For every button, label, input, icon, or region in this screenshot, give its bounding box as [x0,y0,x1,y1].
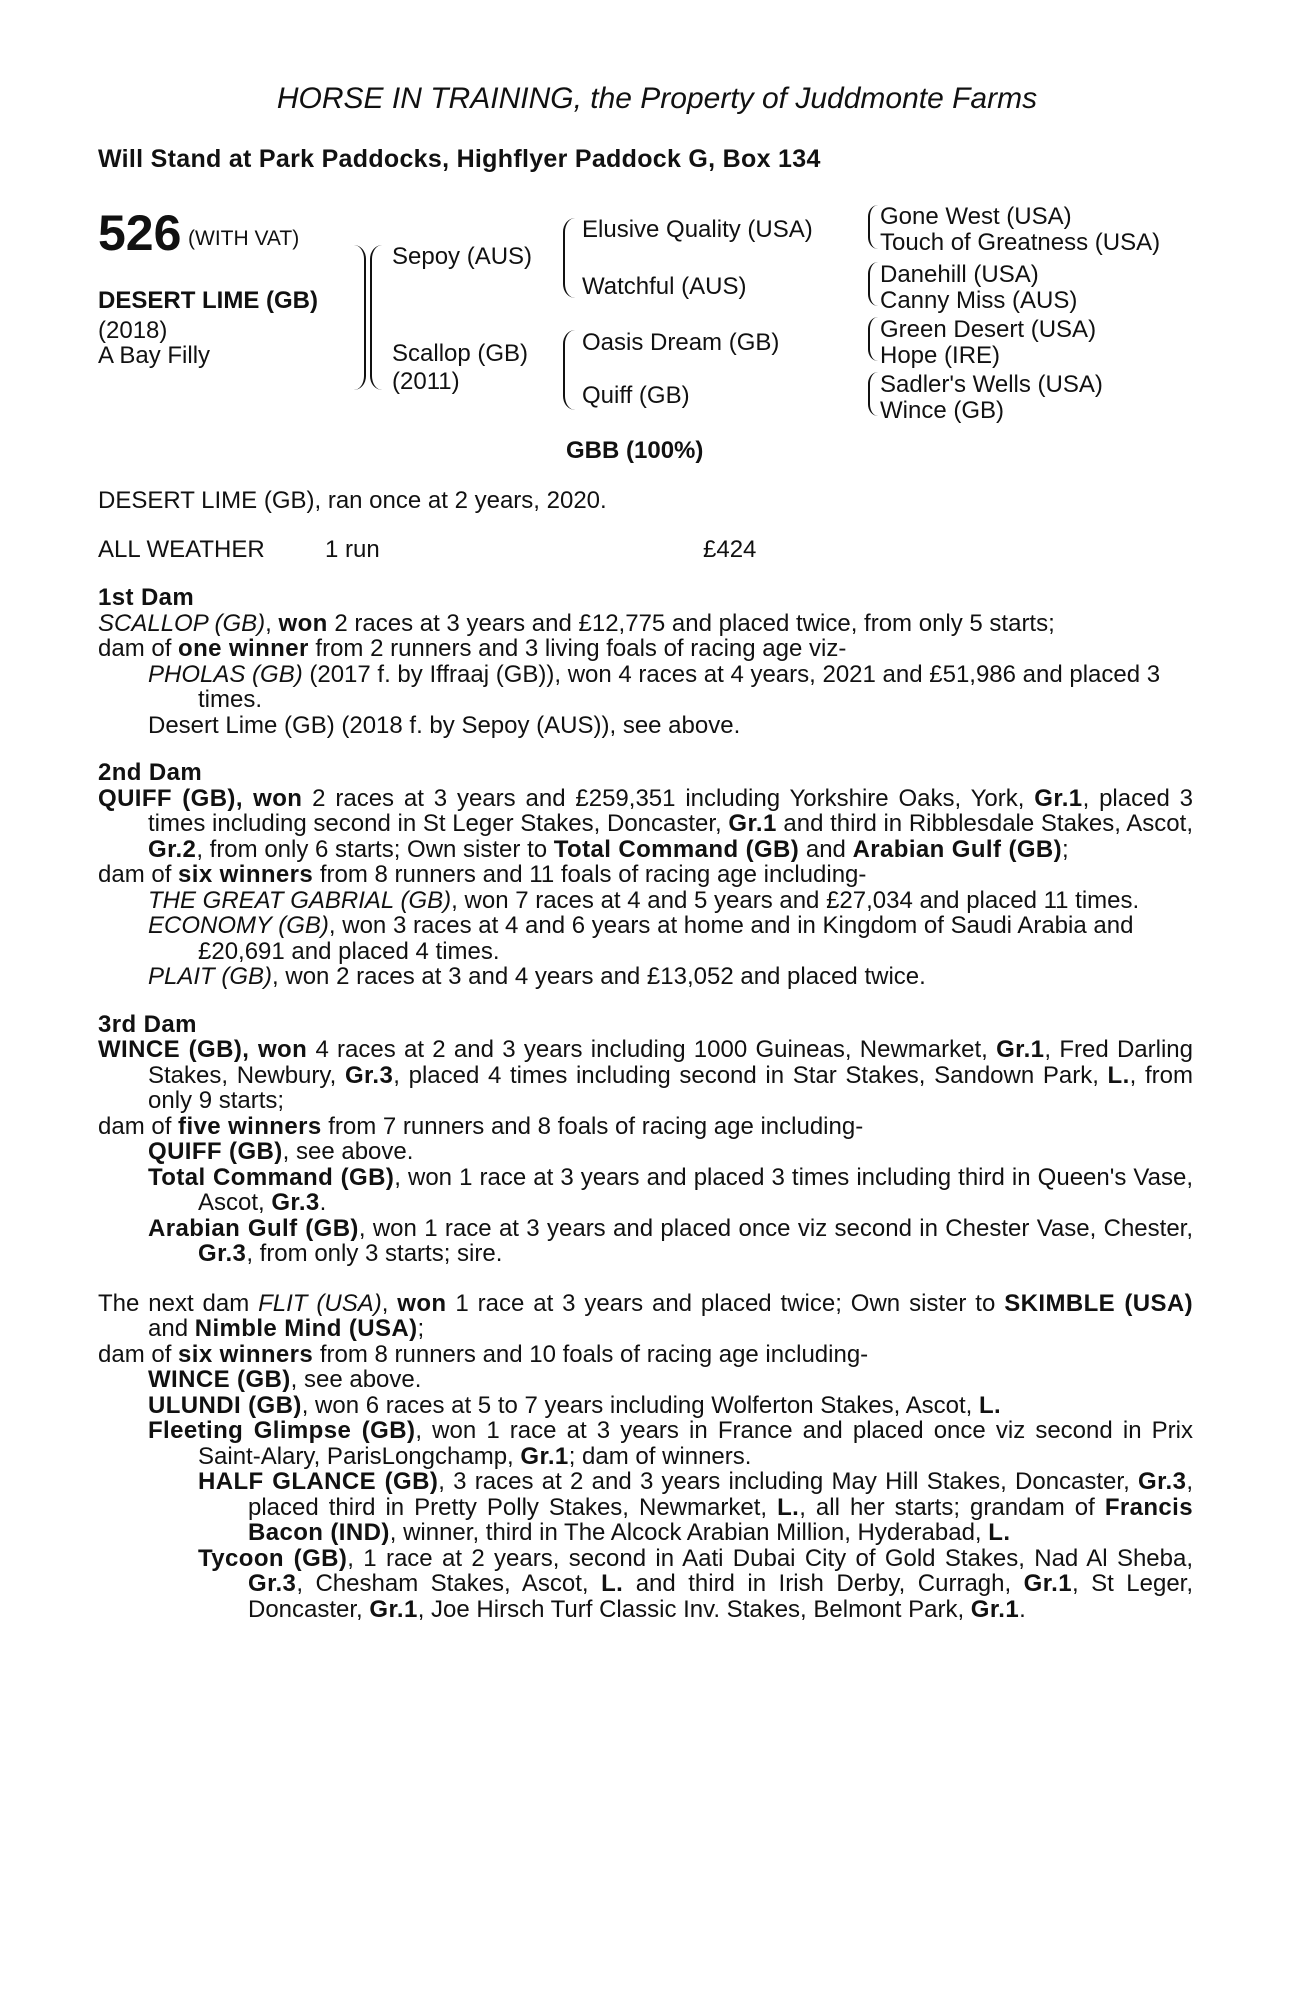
text: , winner, third in The Alcock Arabian Million, Hyderabad, [389,1519,989,1546]
listed-label: L. [978,1391,1002,1419]
text: , from only 9 starts; [148,1061,1193,1114]
pedigree-g2-3: Oasis Dream (GB) [582,329,780,356]
pedigree-brace-horse [352,245,366,390]
third-dam-line [98,1037,1193,1114]
grand-produce-entry [98,1469,1193,1546]
record-earnings: £424 [703,536,757,563]
produce-entry [98,888,1193,914]
group-label: Gr.2 [148,835,197,863]
grand-produce-entry [98,1546,1193,1623]
text: from 8 runners and 10 foals of racing age including- [313,1340,869,1368]
third-dam-produce [98,1114,1193,1140]
produce-name: PLAIT (GB) [148,963,273,990]
group-label: Gr.3 [271,1189,320,1216]
winner-count: one winner [178,635,309,662]
sibling-name: Total Command (GB) [553,835,800,863]
text: ; [1062,835,1069,863]
text: and [148,1315,195,1342]
text: dam of [98,861,179,888]
text: The next dam [98,1289,259,1317]
stand-location: Will Stand at Park Paddocks, Highflyer Paddock G, Box 134 [98,145,821,173]
pedigree-dam-year: (2011) [392,368,460,395]
group-label: Gr.1 [728,810,777,837]
listed-label: L. [1107,1061,1130,1089]
text: ; dam of winners. [568,1442,752,1470]
produce-entry [98,913,1193,964]
text: , won 6 races at 5 to 7 years including Wolferton Stakes, Ascot, [301,1391,979,1419]
record-surface: ALL WEATHER [98,536,265,563]
won-label: won [278,609,328,637]
text: dam of [98,635,179,662]
page-title: HORSE IN TRAINING, the Property of Juddmonte Farms [276,82,1038,115]
text: 1 race at 3 years and placed twice; Own sister to [446,1289,1005,1317]
won-label: won [397,1289,447,1317]
text: , [381,1289,398,1317]
produce-name: THE GREAT GABRIAL (GB) [148,886,452,914]
text: , won 1 race at 3 years and placed 3 times including third in Queen's Vase, Ascot, [198,1163,1193,1216]
produce-entry [98,964,1193,990]
text: Desert Lime (GB) (2018 f. by Sepoy (AUS)), see above. [148,711,741,739]
winner-count: six winners [178,1340,314,1368]
text: , won 1 race at 3 years in France and placed once viz second in Prix Saint-Alary, ParisLongchamp, [198,1417,1193,1470]
horse-name: DESERT LIME (GB) [98,287,318,314]
pedigree-g3-7: Sadler's Wells (USA) [880,371,1103,398]
sibling-name: Arabian Gulf (GB) [852,835,1063,863]
pedigree-g2-4: Quiff (GB) [582,382,690,409]
vat-label: (WITH VAT) [188,227,300,250]
produce-entry [98,1216,1193,1267]
produce-name: WINCE (GB) [148,1366,291,1393]
listed-label: L. [601,1570,624,1597]
text: , Joe Hirsch Turf Classic Inv. Stakes, Belmont Park, [417,1595,971,1623]
horse-description: A Bay Filly [98,342,211,369]
text: 2 races at 3 years and £12,775 and placed twice, from only 5 starts; [327,609,1055,637]
pedigree-brace-sire-dam [370,245,384,390]
dam-line-section [98,585,1193,1622]
text: , St Leger, Doncaster, [248,1570,1193,1623]
group-label: Gr.3 [1138,1468,1187,1495]
text: , won 2 races at 3 and 4 years and £13,052 and placed twice. [272,963,926,990]
text: , from only 3 starts; sire. [246,1240,503,1267]
horse-year: (2018) [98,317,168,344]
first-dam-produce [98,636,1193,662]
winner-count: five winners [178,1112,322,1140]
produce-name: PHOLAS (GB) [148,660,303,688]
group-label: Gr.3 [248,1570,297,1597]
text: , placed 3 times including second in St Leger Stakes, Doncaster, [148,784,1193,837]
text: . [1019,1595,1026,1623]
text: , won 1 race at 3 years and placed once viz second in Chester Vase, Chester, [358,1214,1194,1242]
sibling-name: SKIMBLE (USA) [1004,1289,1193,1317]
produce-name: Tycoon (GB) [198,1544,348,1572]
produce-entry [98,1165,1193,1216]
next-dam-line [98,1291,1193,1342]
produce-entry [98,1418,1193,1469]
group-label: Gr.1 [996,1036,1045,1063]
grandson-name: Francis Bacon (IND) [248,1493,1193,1546]
second-dam-heading: 2nd Dam [98,759,203,786]
text: ; [417,1315,425,1342]
group-label: Gr.3 [344,1061,394,1089]
text: , 3 races at 2 and 3 years including May Hill Stakes, Doncaster, [438,1468,1139,1495]
dam-name: FLIT (USA) [258,1289,382,1317]
produce-entry [98,1367,1193,1393]
sibling-name: Nimble Mind (USA) [194,1315,418,1342]
third-dam-heading: 3rd Dam [98,1010,197,1038]
pedigree-brace-dam [563,330,575,410]
text: dam of [98,1340,179,1368]
group-label: Gr.1 [970,1595,1020,1623]
produce-entry [98,1393,1193,1419]
pedigree-g3-8: Wince (GB) [880,397,1005,424]
pedigree-sire: Sepoy (AUS) [392,243,533,270]
dam-name: WINCE (GB), won [98,1036,308,1063]
produce-name: QUIFF (GB) [148,1138,283,1165]
race-summary: DESERT LIME (GB), ran once at 2 years, 2020. [98,487,607,514]
text: from 2 runners and 3 living foals of racing age viz- [308,635,847,662]
text: and [799,835,853,863]
pedigree-brace-g2 [868,262,878,306]
text: 2 races at 3 years and £259,351 including Yorkshire Oaks, York, [302,784,1035,812]
spacer [98,1267,1193,1291]
produce-name: ECONOMY (GB) [148,912,329,939]
first-dam-heading: 1st Dam [98,584,195,611]
text: , all her starts; grandam of [799,1493,1105,1521]
pedigree-brace-g3 [868,317,878,361]
produce-entry [98,662,1193,713]
pedigree-g3-4: Canny Miss (AUS) [880,287,1078,314]
text: , Fred Darling Stakes, Newbury, [148,1036,1193,1089]
pedigree-g3-2: Touch of Greatness (USA) [880,229,1161,256]
pedigree-brace-sire [563,218,575,298]
pedigree-brace-g1 [868,205,878,249]
pedigree-dam: Scallop (GB) [392,340,529,367]
produce-entry [98,713,1193,739]
next-dam-produce [98,1342,1193,1368]
text: , 1 race at 2 years, second in Aati Dubai City of Gold Stakes, Nad Al Sheba, [347,1544,1194,1572]
text: 4 races at 2 and 3 years including 1000 Guineas, Newmarket, [307,1036,997,1063]
text: and third in Ribblesdale Stakes, Ascot, [776,810,1193,837]
text: , see above. [290,1366,422,1393]
text: (2017 f. by Iffraaj (GB)), won 4 races at 4 years, 2021 and £51,986 and placed 3 times. [198,660,1161,713]
text: from 7 runners and 8 foals of racing age including- [321,1112,864,1140]
pedigree-g3-5: Green Desert (USA) [880,316,1097,343]
text: , won 3 races at 4 and 6 years at home and in Kingdom of Saudi Arabia and £20,691 and placed 4 times. [198,912,1134,965]
pedigree-g3-6: Hope (IRE) [880,342,1001,369]
pedigree-g3-1: Gone West (USA) [880,203,1072,230]
second-dam-produce [98,862,1193,888]
produce-name: ULUNDI (GB) [148,1391,302,1419]
text: and third in Irish Derby, Curragh, [623,1570,1024,1597]
pedigree-g2-2: Watchful (AUS) [582,273,747,300]
dam-name: SCALLOP (GB) [98,609,266,637]
text: , won 7 races at 4 and 5 years and £27,034 and placed 11 times. [451,886,1140,914]
pedigree-g2-1: Elusive Quality (USA) [582,216,813,243]
produce-name: Fleeting Glimpse (GB) [148,1417,416,1444]
text: , see above. [282,1138,414,1165]
gbb-rating: GBB (100%) [566,437,704,464]
produce-entry [98,1139,1193,1165]
pedigree-brace-g4 [868,372,878,416]
listed-label: L. [988,1519,1011,1546]
text: , Chesham Stakes, Ascot, [296,1570,602,1597]
dam-name: QUIFF (GB), won [98,784,303,812]
text: , [265,609,279,637]
group-label: Gr.1 [369,1595,418,1623]
winner-count: six winners [178,861,314,888]
text: , from only 6 starts; Own sister to [196,835,554,863]
first-dam-line [98,611,1193,637]
produce-name: HALF GLANCE (GB) [198,1468,439,1495]
group-label: Gr.1 [1023,1570,1072,1597]
text: , placed third in Pretty Polly Stakes, Newmarket, [248,1468,1193,1521]
listed-label: L. [777,1493,800,1521]
text: dam of [98,1112,179,1140]
second-dam-line [98,786,1193,863]
group-label: Gr.3 [198,1240,247,1267]
lot-number: 526 [98,205,182,261]
produce-name: Total Command (GB) [148,1163,395,1191]
text: , placed 4 times including second in Star Stakes, Sandown Park, [393,1061,1108,1089]
group-label: Gr.1 [520,1442,569,1470]
text: from 8 runners and 11 foals of racing age including- [313,861,867,888]
group-label: Gr.1 [1034,784,1083,812]
text: . [319,1189,327,1216]
pedigree-g3-3: Danehill (USA) [880,261,1039,288]
produce-name: Arabian Gulf (GB) [148,1214,359,1242]
record-runs: 1 run [325,536,380,563]
